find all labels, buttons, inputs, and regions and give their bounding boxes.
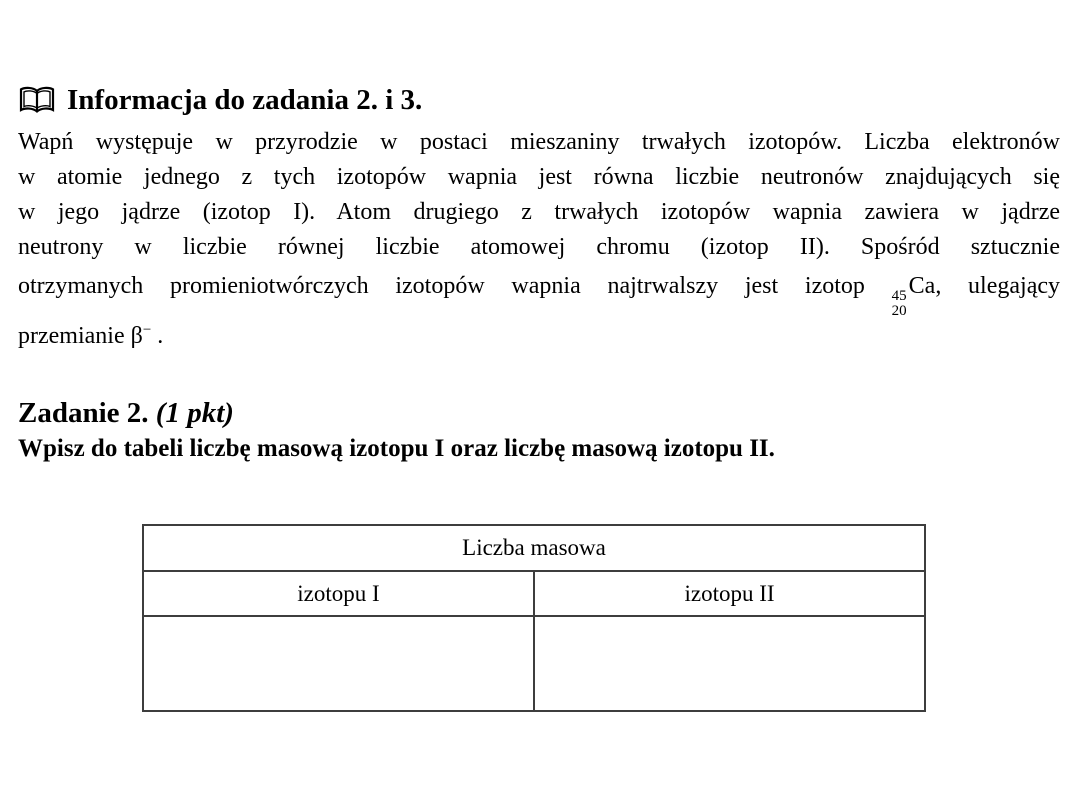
paragraph-line-4: neutrony w liczbie równej liczbie atomowej chromu (izotop II). Spośród sztucznie (18, 234, 1060, 260)
table-column-header-row (143, 571, 925, 616)
isotope-notation (891, 273, 936, 319)
task-points: (1 pkt) (155, 397, 234, 429)
answer-cell-izotop-1 (143, 616, 534, 711)
info-paragraph (18, 125, 1060, 354)
line5-text-after: , ulegający (935, 273, 1060, 299)
isotope-symbol: Ca (908, 273, 936, 299)
table-header-row (143, 525, 925, 571)
task-heading (18, 396, 1060, 430)
paragraph-line-2: w atomie jednego z tych izotopów wapnia jest równa liczbie neutronów znajdujących się (18, 164, 1060, 190)
info-heading (18, 84, 1060, 116)
beta-decay-text: przemianie β (18, 323, 143, 349)
line6-period: . (151, 323, 164, 349)
table-answer-row (143, 616, 925, 711)
answer-table (142, 524, 926, 712)
isotope-numbers (892, 289, 907, 319)
answer-cell-izotop-2 (534, 616, 925, 711)
info-title: Informacja do zadania 2. i 3. (67, 84, 423, 116)
paragraph-line-1: Wapń występuje w przyrodzie w postaci mieszaniny trwałych izotopów. Liczba elektronów (18, 129, 1060, 155)
isotope-mass-number: 45 (891, 288, 907, 304)
open-book-icon (18, 85, 56, 115)
task-title: Zadanie 2. (18, 397, 149, 429)
line5-text: otrzymanych promieniotwórczych izotopów wapnia najtrwalszy jest izotop (18, 273, 865, 299)
beta-minus-superscript: − (142, 322, 152, 338)
table-header-cell: Liczba masowa (143, 525, 925, 571)
paragraph-line-3: w jego jądrze (izotop I). Atom drugiego z trwałych izotopów wapnia zawiera w jądrze (18, 199, 1060, 225)
paragraph-line-6 (18, 319, 1060, 354)
paragraph-line-5 (18, 265, 1060, 319)
task-instruction: Wpisz do tabeli liczbę masową izotopu I oraz liczbę masową izotopu II. (18, 435, 775, 462)
column-header-izotop-2: izotopu II (534, 571, 925, 616)
column-header-izotop-1: izotopu I (143, 571, 534, 616)
isotope-atomic-number: 20 (891, 303, 907, 319)
